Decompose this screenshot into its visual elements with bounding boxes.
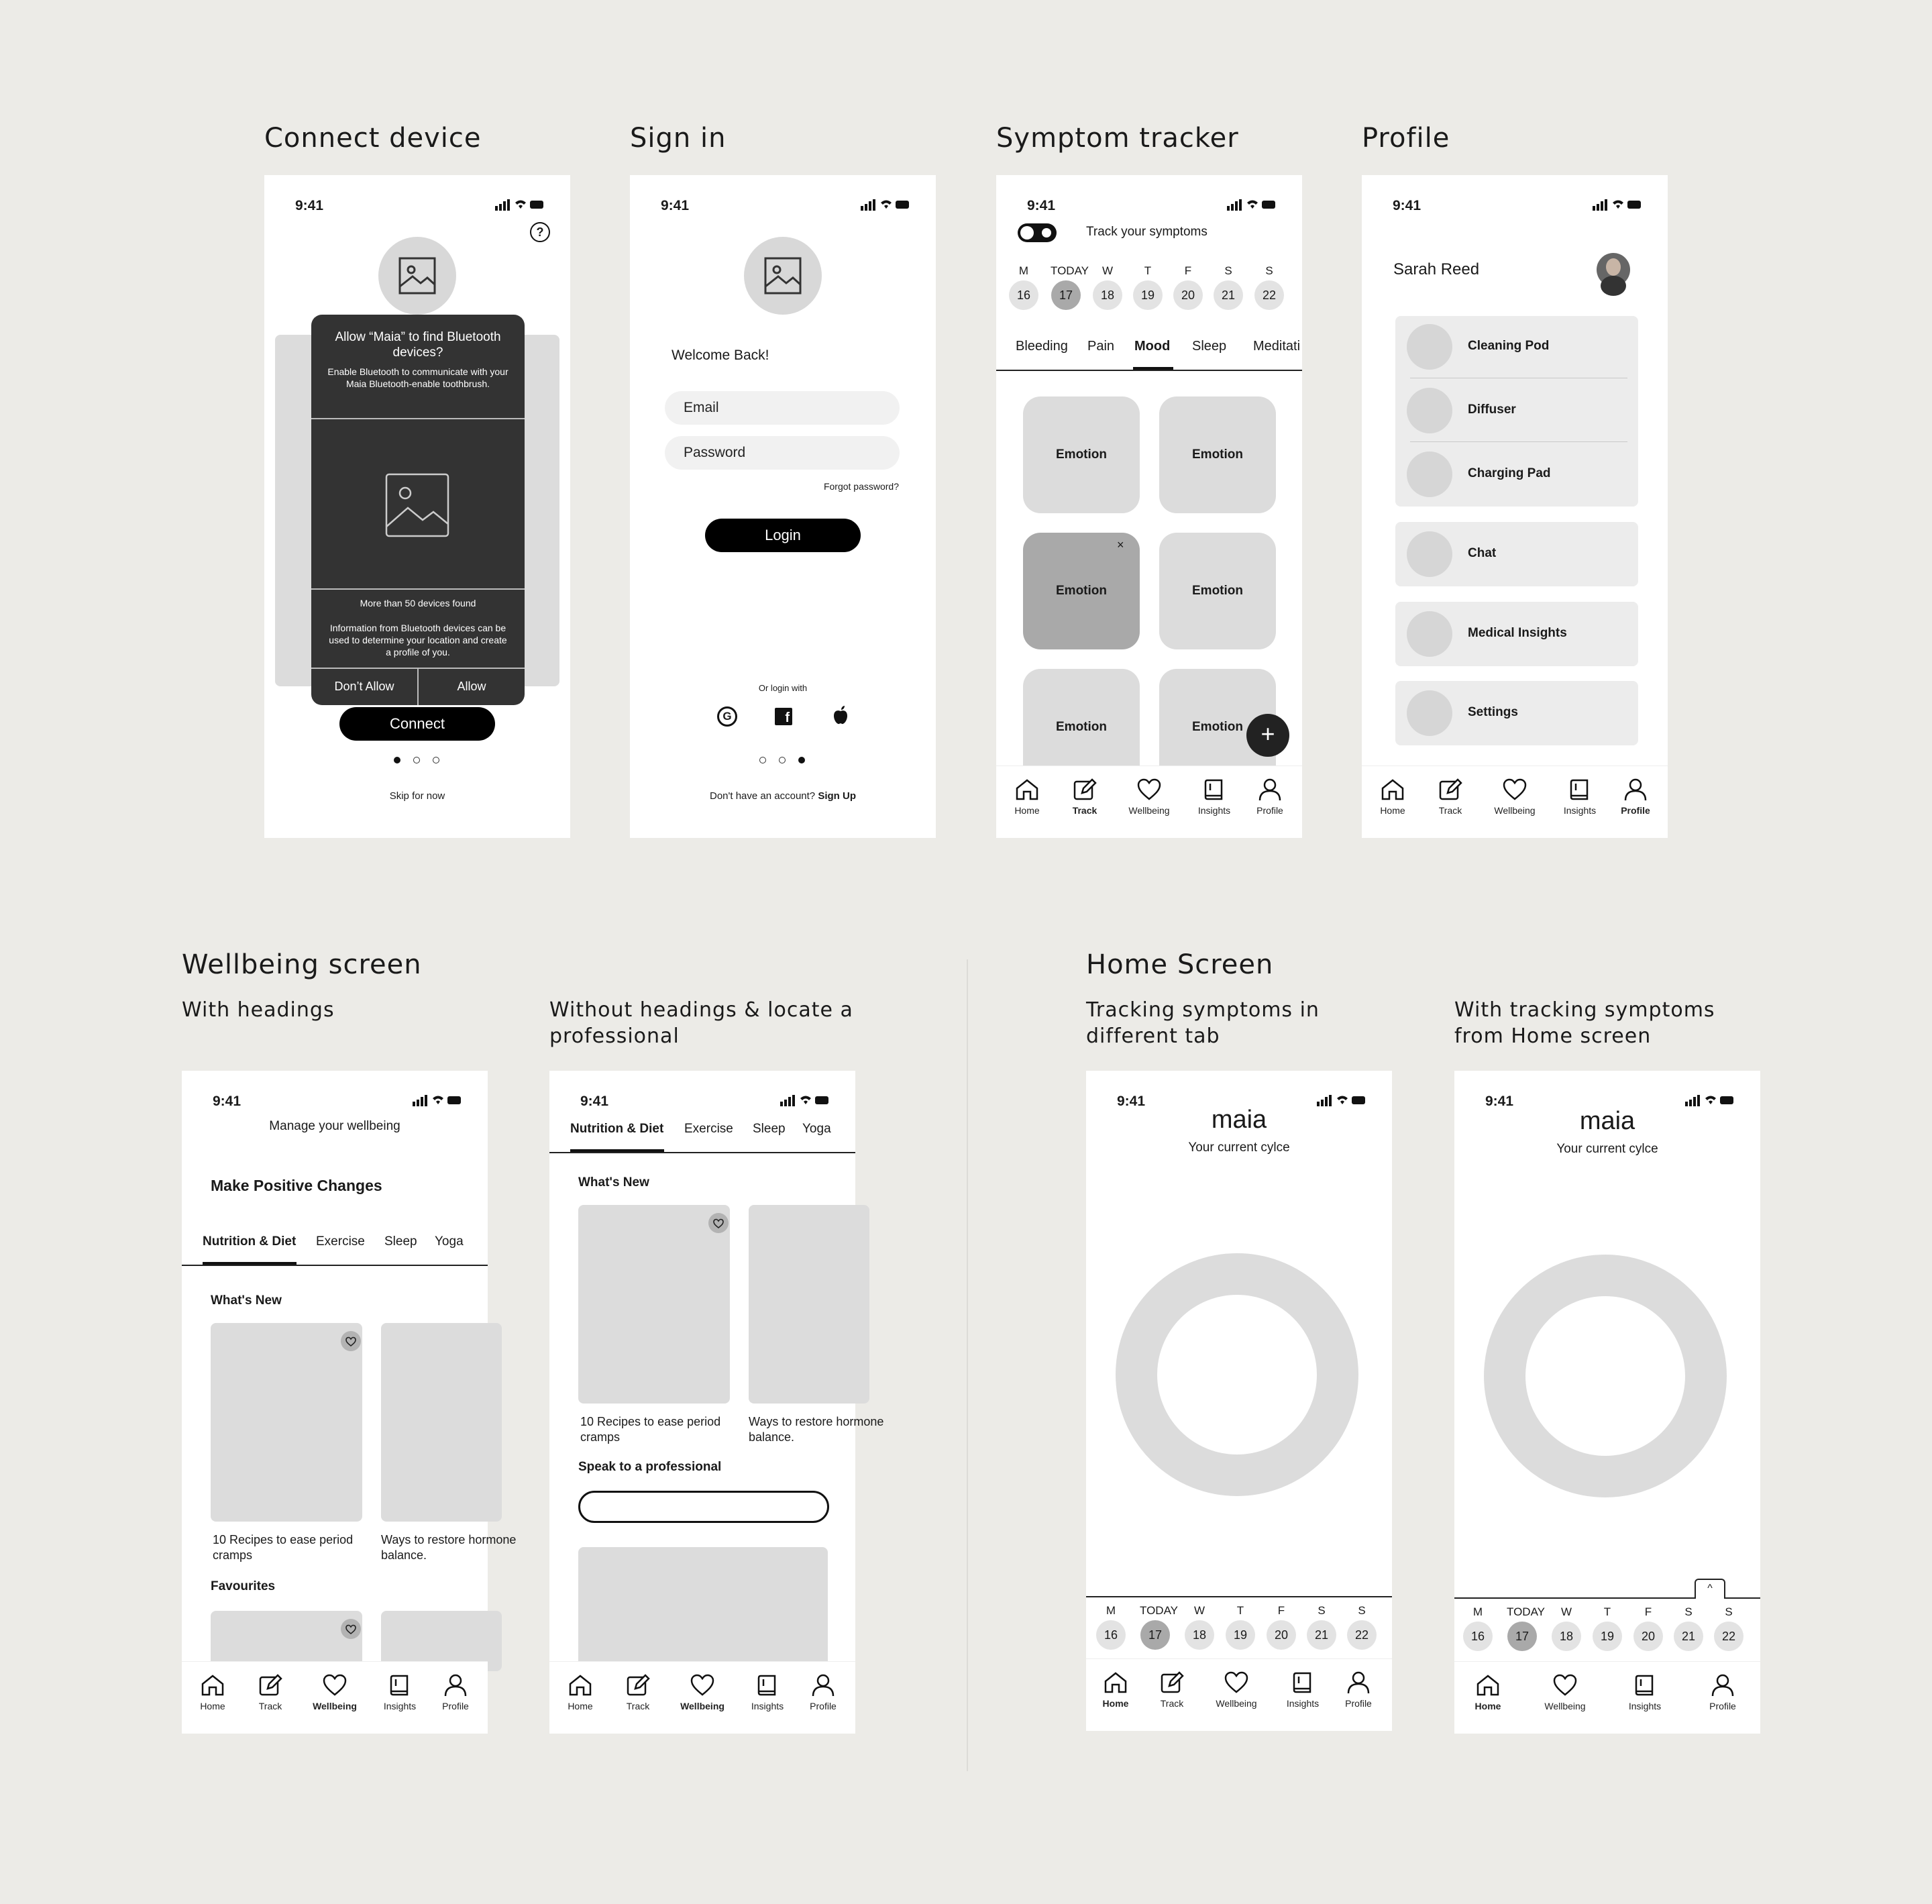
whats-new-heading: What's New: [578, 1175, 649, 1189]
toggle-label: Track your symptoms: [1086, 225, 1208, 239]
status-time: 9:41: [213, 1094, 241, 1109]
apple-icon[interactable]: [832, 705, 849, 725]
nav-label: Track: [1438, 805, 1462, 816]
nav-home[interactable]: [1461, 1674, 1515, 1711]
status-time: 9:41: [1485, 1094, 1514, 1109]
phone-home-tracking: [1454, 1071, 1760, 1734]
cycle-label: Your current cylce: [1188, 1141, 1290, 1155]
day-label: F: [1644, 1605, 1652, 1618]
edit-icon: [258, 1674, 282, 1697]
nav-insights[interactable]: [1553, 778, 1607, 816]
tab-yoga[interactable]: Yoga: [802, 1122, 831, 1136]
device-image-placeholder: [378, 237, 456, 315]
status-icons: [1593, 197, 1642, 212]
bottom-nav: [1362, 765, 1668, 838]
nav-wellbeing[interactable]: [308, 1674, 362, 1711]
heart-icon[interactable]: [708, 1213, 729, 1233]
day-number: 22: [1254, 280, 1284, 310]
status-time: 9:41: [661, 198, 690, 213]
status-time: 9:41: [1117, 1094, 1146, 1109]
nav-label: Track: [1160, 1698, 1184, 1709]
whats-new-heading: What's New: [211, 1293, 282, 1308]
connect-button[interactable]: Connect: [339, 707, 495, 741]
day-number: 16: [1096, 1620, 1126, 1650]
nav-label: Insights: [1197, 805, 1231, 816]
image-icon: [763, 256, 802, 295]
calendar-divider: [1086, 1596, 1392, 1597]
nav-profile[interactable]: [796, 1674, 850, 1711]
nav-label: Home: [1474, 1701, 1501, 1711]
status-icons: [1685, 1093, 1735, 1108]
article-card[interactable]: [578, 1205, 730, 1404]
insights-icon: [1407, 611, 1452, 657]
page-header: Manage your wellbeing: [269, 1119, 400, 1133]
phone-symptom-tracker: [996, 175, 1302, 838]
page-heading: Make Positive Changes: [211, 1177, 382, 1194]
day-number: 17: [1140, 1620, 1170, 1650]
nav-label: Wellbeing: [680, 1701, 724, 1711]
page-dot: [779, 757, 786, 763]
day-label: S: [1224, 264, 1232, 277]
day-label: TODAY: [1140, 1604, 1178, 1617]
menu-label-chat: Chat: [1468, 546, 1497, 560]
subtitle-without-headings: Without headings & locate a professional: [549, 998, 853, 1048]
nav-label: Home: [1380, 805, 1405, 816]
day-label: S: [1358, 1604, 1366, 1617]
nav-profile[interactable]: [1696, 1674, 1750, 1711]
book-icon: [1291, 1671, 1315, 1694]
emotion-card[interactable]: Emotion: [1159, 396, 1276, 513]
section-divider: [967, 959, 968, 1771]
day-label: W: [1102, 264, 1114, 277]
day-number: 17: [1507, 1622, 1537, 1651]
cycle-ring[interactable]: [1116, 1253, 1358, 1496]
date-today[interactable]: [1140, 1604, 1178, 1650]
brand-logo: maia: [1579, 1107, 1635, 1135]
tab-sleep[interactable]: Sleep: [384, 1234, 417, 1249]
status-icons: [495, 197, 545, 212]
nav-profile[interactable]: [1243, 778, 1297, 816]
bluetooth-dialog: [311, 315, 525, 705]
professional-card[interactable]: [578, 1547, 828, 1675]
dialog-title: Allow “Maia” to find Bluetooth devices?: [335, 330, 501, 360]
image-icon: [398, 256, 437, 295]
user-icon: [1623, 778, 1648, 801]
tab-sleep[interactable]: Sleep: [753, 1122, 786, 1136]
phone-wellbeing-headings: [182, 1071, 517, 1734]
day-number: 17: [1051, 280, 1081, 310]
nav-track[interactable]: [1058, 778, 1112, 816]
tab-divider: [549, 1152, 855, 1153]
day-label: F: [1277, 1604, 1285, 1617]
day-number: 19: [1226, 1620, 1255, 1650]
avatar-face: [1606, 258, 1621, 276]
nav-label: Profile: [442, 1701, 469, 1711]
book-icon: [1568, 778, 1592, 801]
home-icon: [1104, 1671, 1128, 1694]
book-icon: [388, 1674, 412, 1697]
section-title-connect: Connect device: [264, 123, 482, 154]
subtitle-home-tab: Tracking symptoms in different tab: [1086, 998, 1320, 1048]
nav-home[interactable]: [553, 1674, 607, 1711]
article-card[interactable]: [381, 1323, 502, 1522]
emotion-card[interactable]: Emotion: [1023, 396, 1140, 513]
day-label: S: [1684, 1605, 1693, 1618]
profile-name: Sarah Reed: [1393, 260, 1480, 278]
tab-exercise[interactable]: Exercise: [684, 1122, 733, 1136]
date-fri[interactable]: [1266, 1604, 1297, 1650]
user-icon: [1711, 1674, 1735, 1697]
book-icon: [1633, 1674, 1657, 1697]
date-sun[interactable]: [1713, 1605, 1744, 1651]
status-time: 9:41: [1027, 198, 1056, 213]
logo-placeholder: [744, 237, 822, 315]
nav-label: Wellbeing: [1494, 805, 1536, 816]
user-icon: [443, 1674, 468, 1697]
article-card[interactable]: [211, 1323, 362, 1522]
toggle-knob-off: [1042, 228, 1051, 237]
heart-icon: [690, 1674, 714, 1697]
devices-found: More than 50 devices found: [360, 598, 476, 609]
edit-icon: [1073, 778, 1097, 801]
skip-link[interactable]: Skip for now: [389, 790, 445, 802]
date-mon[interactable]: [1462, 1605, 1493, 1651]
day-number: 19: [1133, 280, 1163, 310]
nav-label: Profile: [810, 1701, 837, 1711]
day-number: 18: [1093, 280, 1122, 310]
nav-track[interactable]: [244, 1674, 297, 1711]
nav-label: Insights: [1286, 1698, 1320, 1709]
brand-logo: maia: [1211, 1106, 1267, 1134]
nav-label: Home: [568, 1701, 593, 1711]
avatar-body: [1601, 276, 1626, 296]
day-number: 22: [1714, 1622, 1743, 1651]
list-divider: [1410, 441, 1627, 442]
dialog-divider: [311, 418, 525, 419]
nav-label: Home: [1102, 1698, 1129, 1709]
article-title: Ways to restore hormone balance.: [381, 1533, 517, 1562]
nav-label: Wellbeing: [313, 1701, 357, 1711]
date-today[interactable]: [1051, 264, 1089, 310]
status-icons: [861, 197, 910, 212]
bottom-nav: [182, 1661, 488, 1734]
day-number: 20: [1173, 280, 1203, 310]
question-circle-icon[interactable]: ?: [530, 222, 550, 242]
page-dot-active: [394, 757, 400, 763]
day-label: M: [1018, 264, 1029, 277]
nav-wellbeing[interactable]: [1210, 1671, 1263, 1709]
nav-home[interactable]: [1366, 778, 1419, 816]
nav-wellbeing[interactable]: [1538, 1674, 1592, 1711]
day-label: S: [1265, 264, 1273, 277]
home-icon: [1476, 1674, 1500, 1697]
home-icon: [201, 1674, 225, 1697]
dont-allow-button[interactable]: Don’t Allow: [334, 680, 394, 693]
device-item-charging-pad[interactable]: Charging Pad: [1468, 466, 1551, 480]
page-dot: [759, 757, 766, 763]
date-wed[interactable]: [1551, 1605, 1582, 1651]
email-field[interactable]: Email: [665, 391, 900, 425]
chat-icon: [1407, 531, 1452, 577]
nav-track[interactable]: [611, 1674, 665, 1711]
day-label: T: [1236, 1604, 1244, 1617]
status-time: 9:41: [580, 1094, 609, 1109]
bottom-nav: [996, 765, 1302, 838]
article-title: 10 Recipes to ease period cramps: [580, 1415, 721, 1444]
date-fri[interactable]: [1633, 1605, 1664, 1651]
tab-nutrition[interactable]: Nutrition & Diet: [570, 1122, 664, 1136]
nav-insights[interactable]: [741, 1674, 794, 1711]
google-icon[interactable]: G: [717, 706, 737, 727]
section-title-profile: Profile: [1362, 123, 1450, 154]
nav-label: Insights: [751, 1701, 784, 1711]
tab-divider: [182, 1265, 488, 1266]
home-icon: [1381, 778, 1405, 801]
date-mon[interactable]: [1095, 1604, 1126, 1650]
close-icon[interactable]: ×: [1117, 538, 1124, 551]
favourites-heading: Favourites: [211, 1579, 276, 1593]
article-title: 10 Recipes to ease period cramps: [213, 1533, 354, 1562]
tab-divider: [996, 370, 1302, 371]
nav-wellbeing[interactable]: [1488, 778, 1542, 816]
nav-label: Profile: [1256, 805, 1283, 816]
day-number: 22: [1347, 1620, 1377, 1650]
status-time: 9:41: [295, 198, 324, 213]
dialog-divider: [311, 588, 525, 590]
nav-wellbeing[interactable]: [676, 1674, 729, 1711]
nav-profile[interactable]: [429, 1674, 482, 1711]
or-login-label: Or login with: [758, 683, 808, 693]
bottom-nav: [1086, 1658, 1392, 1731]
nav-label: Track: [1072, 805, 1097, 816]
home-icon: [568, 1674, 592, 1697]
edit-icon: [1160, 1671, 1184, 1694]
nav-label: Wellbeing: [1216, 1698, 1257, 1709]
section-title-wellbeing: Wellbeing screen: [182, 949, 422, 980]
day-label: W: [1560, 1605, 1572, 1618]
day-label: T: [1603, 1605, 1611, 1618]
nav-insights[interactable]: [373, 1674, 427, 1711]
device-item-cleaning-pod[interactable]: Cleaning Pod: [1468, 339, 1550, 353]
heart-icon[interactable]: [341, 1619, 361, 1639]
image-icon: [385, 473, 449, 537]
tab-exercise[interactable]: Exercise: [316, 1234, 365, 1249]
nav-label: Insights: [1563, 805, 1597, 816]
user-icon: [811, 1674, 835, 1697]
cycle-ring[interactable]: [1484, 1255, 1727, 1497]
tab-sleep[interactable]: Sleep: [1192, 339, 1227, 354]
cycle-label: Your current cylce: [1556, 1142, 1658, 1156]
tab-yoga[interactable]: Yoga: [435, 1234, 464, 1249]
tab-bleeding[interactable]: Bleeding: [1016, 339, 1068, 354]
heart-icon: [1503, 778, 1527, 801]
day-label: TODAY: [1507, 1605, 1545, 1618]
date-fri[interactable]: [1173, 264, 1203, 310]
avatar[interactable]: [1597, 253, 1630, 286]
toggle-knob: [1020, 226, 1034, 240]
status-icons: [1227, 197, 1277, 212]
chevron-up-icon[interactable]: ^: [1695, 1579, 1725, 1599]
device-icon: [1407, 324, 1452, 370]
day-number: 21: [1674, 1622, 1703, 1651]
device-item-diffuser[interactable]: Diffuser: [1468, 403, 1516, 417]
nav-home[interactable]: [1000, 778, 1054, 816]
date-wed[interactable]: [1184, 1604, 1215, 1650]
nav-home[interactable]: [1089, 1671, 1142, 1709]
nav-label: Insights: [383, 1701, 417, 1711]
day-label: S: [1725, 1605, 1733, 1618]
day-label: TODAY: [1051, 264, 1089, 277]
heart-icon: [1224, 1671, 1248, 1694]
nav-home[interactable]: [186, 1674, 239, 1711]
subtitle-with-headings: With headings: [182, 998, 335, 1022]
status-icons: [413, 1093, 462, 1108]
bottom-nav: [549, 1661, 855, 1734]
date-sat[interactable]: [1306, 1604, 1337, 1650]
day-number: 16: [1009, 280, 1038, 310]
date-thu[interactable]: [1592, 1605, 1623, 1651]
nav-label: Wellbeing: [1128, 805, 1170, 816]
edit-icon: [626, 1674, 650, 1697]
day-number: 16: [1463, 1622, 1493, 1651]
menu-label-settings: Settings: [1468, 705, 1518, 719]
settings-icon: [1407, 690, 1452, 736]
phone-wellbeing-professional: [549, 1071, 884, 1734]
speak-heading: Speak to a professional: [578, 1460, 722, 1474]
day-number: 21: [1307, 1620, 1336, 1650]
emotion-card[interactable]: Emotion: [1159, 533, 1276, 649]
add-button[interactable]: +: [1246, 714, 1289, 757]
phone-connect-device: [264, 175, 570, 838]
day-label: W: [1193, 1604, 1205, 1617]
emotion-card[interactable]: Emotion: [1023, 669, 1140, 786]
date-thu[interactable]: [1132, 264, 1163, 310]
facebook-icon[interactable]: f: [775, 708, 792, 725]
tab-mood[interactable]: Mood: [1134, 339, 1171, 354]
nav-label: Track: [258, 1701, 282, 1711]
date-sun[interactable]: [1346, 1604, 1377, 1650]
login-button[interactable]: Login: [705, 519, 861, 552]
tab-meditation[interactable]: Meditati: [1253, 339, 1301, 354]
home-icon: [1015, 778, 1039, 801]
track-toggle[interactable]: [1018, 223, 1057, 242]
heart-icon[interactable]: [341, 1331, 361, 1351]
page-dot-active: [798, 757, 805, 763]
nav-label: Home: [200, 1701, 225, 1711]
date-today[interactable]: [1507, 1605, 1545, 1651]
phone-home-tab: [1086, 1071, 1392, 1731]
nav-label: Wellbeing: [1544, 1701, 1586, 1711]
password-field[interactable]: Password: [665, 436, 900, 470]
date-mon[interactable]: [1008, 264, 1039, 310]
welcome-text: Welcome Back!: [672, 348, 769, 363]
day-label: M: [1472, 1605, 1483, 1618]
section-title-home: Home Screen: [1086, 949, 1274, 980]
nav-profile[interactable]: [1609, 778, 1662, 816]
date-wed[interactable]: [1092, 264, 1123, 310]
heart-icon: [323, 1674, 347, 1697]
nav-label: Track: [626, 1701, 650, 1711]
book-icon: [755, 1674, 780, 1697]
book-icon: [1202, 778, 1226, 801]
signup-link[interactable]: Sign Up: [818, 790, 856, 802]
heart-icon: [1553, 1674, 1577, 1697]
dialog-body: Enable Bluetooth to communicate with your Maia Bluetooth-enable toothbrush.: [327, 366, 508, 389]
page-dot: [433, 757, 439, 763]
day-label: T: [1144, 264, 1152, 277]
date-sat[interactable]: [1673, 1605, 1704, 1651]
tab-nutrition[interactable]: Nutrition & Diet: [203, 1234, 297, 1249]
nav-track[interactable]: [1145, 1671, 1199, 1709]
page-dot: [413, 757, 420, 763]
tab-pain[interactable]: Pain: [1087, 339, 1115, 354]
date-sun[interactable]: [1254, 264, 1285, 310]
dialog-info: Information from Bluetooth devices can be used to determine your location and create a profile of you.: [329, 623, 507, 657]
subtitle-home-tracking: With tracking symptoms from Home screen: [1454, 998, 1715, 1048]
bottom-nav: [1454, 1661, 1760, 1734]
nav-profile[interactable]: [1332, 1671, 1385, 1709]
day-number: 20: [1633, 1622, 1663, 1651]
day-number: 21: [1214, 280, 1243, 310]
date-thu[interactable]: [1225, 1604, 1256, 1650]
professional-search-input[interactable]: [578, 1491, 829, 1523]
emotion-card[interactable]: Emotion: [1159, 669, 1276, 786]
phone-sign-in: [630, 175, 936, 838]
nav-insights[interactable]: [1276, 1671, 1330, 1709]
user-icon: [1346, 1671, 1371, 1694]
day-number: 18: [1552, 1622, 1581, 1651]
heart-icon: [1137, 778, 1161, 801]
device-icon: [1407, 452, 1452, 497]
day-label: F: [1184, 264, 1192, 277]
day-number: 19: [1593, 1622, 1622, 1651]
nav-insights[interactable]: [1618, 1674, 1672, 1711]
nav-insights[interactable]: [1187, 778, 1241, 816]
nav-label: Home: [1014, 805, 1040, 816]
allow-button[interactable]: Allow: [457, 680, 486, 693]
device-icon: [1407, 388, 1452, 433]
nav-label: Profile: [1621, 805, 1650, 816]
nav-track[interactable]: [1424, 778, 1477, 816]
nav-label: Profile: [1345, 1698, 1372, 1709]
day-number: 20: [1267, 1620, 1296, 1650]
user-icon: [1258, 778, 1282, 801]
article-title: Ways to restore hormone balance.: [749, 1415, 884, 1444]
emotion-card-selected[interactable]: Emotion: [1023, 533, 1140, 649]
menu-label-medical-insights: Medical Insights: [1468, 626, 1567, 640]
day-label: S: [1318, 1604, 1326, 1617]
day-number: 18: [1185, 1620, 1214, 1650]
status-icons: [780, 1093, 830, 1108]
nav-wellbeing[interactable]: [1122, 778, 1176, 816]
nav-label: Insights: [1628, 1701, 1662, 1711]
no-account-text: Don't have an account?: [710, 790, 816, 802]
day-label: M: [1106, 1604, 1116, 1617]
article-card[interactable]: [749, 1205, 869, 1404]
edit-icon: [1438, 778, 1462, 801]
phone-profile: [1362, 175, 1668, 838]
status-time: 9:41: [1393, 198, 1421, 213]
forgot-password-link[interactable]: Forgot password?: [823, 481, 899, 492]
section-title-signin: Sign in: [630, 123, 727, 154]
signup-prompt: [630, 790, 936, 802]
date-sat[interactable]: [1213, 264, 1244, 310]
nav-label: Profile: [1709, 1701, 1736, 1711]
section-title-symptom: Symptom tracker: [996, 123, 1239, 154]
